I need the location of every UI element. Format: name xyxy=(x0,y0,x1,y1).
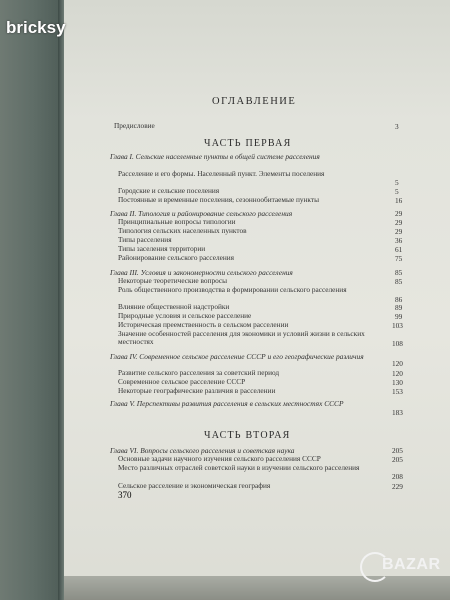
toc-entry-page: 205 xyxy=(392,446,403,455)
toc-entry-page: 29 xyxy=(395,218,403,227)
toc-entry-page: 183 xyxy=(392,408,403,417)
toc-entry-text: Городские и сельские поселения xyxy=(118,186,220,195)
toc-entry-text: Сельское расселение и экономическая география xyxy=(118,481,271,490)
chapter-2-title: Глава II. Типология и районирование сельского расселения xyxy=(110,209,293,218)
book-page xyxy=(64,0,450,600)
toc-entry-page: 99 xyxy=(395,312,403,321)
chapter-4-title: Глава IV. Современное сельское расселение СССР и его географические различия xyxy=(110,352,364,361)
toc-entry-page: 36 xyxy=(395,236,403,245)
toc-entry-page: 85 xyxy=(395,277,403,286)
toc-entry-text: Предисловие xyxy=(114,121,155,130)
toc-entry-text: Постоянные и временные поселения, сезоннообитаемые пункты xyxy=(118,195,319,204)
page-number: 370 xyxy=(118,490,132,500)
toc-entry-page: 120 xyxy=(392,369,403,378)
part-two-heading: ЧАСТЬ ВТОРАЯ xyxy=(204,430,291,441)
toc-entry-page: 89 xyxy=(395,303,403,312)
toc-entry-page: 16 xyxy=(395,196,403,205)
toc-entry-page: 103 xyxy=(392,321,403,330)
toc-entry-text: Влияние общественной надстройки xyxy=(118,302,230,311)
toc-entry-text: Некоторые теоретические вопросы xyxy=(118,276,228,285)
toc-entry-text: Расселение и его формы. Населенный пункт. Элементы поселения xyxy=(118,169,325,178)
toc-entry-page: 108 xyxy=(392,339,403,348)
logo-text: BAZAR xyxy=(382,556,441,573)
chapter-5-title: Глава V. Перспективы развития расселения в сельских местностях СССР xyxy=(110,399,344,408)
toc-entry-page: 61 xyxy=(395,245,403,254)
toc-entry-text: Типология сельских населенных пунктов xyxy=(118,226,247,235)
toc-entry-text: Типы расселения xyxy=(118,235,172,244)
toc-entry-text: Значение особенностей расселения для экономики и условий жизни в сельских местностях xyxy=(118,329,365,346)
chapter-3-title: Глава III. Условия и закономерности сельского расселения xyxy=(110,268,293,277)
toc-entry-page: 5 xyxy=(395,187,399,196)
toc-entry-text: Некоторые географические различия в расселении xyxy=(118,386,276,395)
toc-entry-page: 3 xyxy=(395,122,399,131)
toc-title: ОГЛАВЛЕНИЕ xyxy=(212,96,297,107)
toc-entry-text: Принципиальные вопросы типологии xyxy=(118,217,236,226)
toc-entry-page: 86 xyxy=(395,295,403,304)
toc-entry-page: 120 xyxy=(392,359,403,368)
chapter-1-title: Глава I. Сельские населенные пункты в общей системе расселения xyxy=(110,152,320,161)
toc-entry-text: Природные условия и сельское расселение xyxy=(118,311,252,320)
toc-entry-page: 29 xyxy=(395,209,403,218)
toc-entry-page: 75 xyxy=(395,254,403,263)
toc-entry-text: Районирование сельского расселения xyxy=(118,253,235,262)
toc-entry-page: 130 xyxy=(392,378,403,387)
toc-entry-page: 29 xyxy=(395,227,403,236)
chapter-6-title: Глава VI. Вопросы сельского расселения и советская наука xyxy=(110,446,295,455)
toc-entry-text: Место различных отраслей советской науки в изучении сельского расселения xyxy=(118,463,360,472)
part-one-heading: ЧАСТЬ ПЕРВАЯ xyxy=(204,138,292,149)
watermark-text: bricksy xyxy=(6,18,66,37)
book-cover xyxy=(0,0,62,600)
toc-entry-text: Современное сельское расселение СССР xyxy=(118,377,246,386)
toc-entry-page: 153 xyxy=(392,387,403,396)
toc-entry-page: 208 xyxy=(392,472,403,481)
toc-entry-text: Основные задачи научного изучения сельского расселения СССР xyxy=(118,454,321,463)
bazar-logo xyxy=(360,548,442,588)
toc-entry-text: Историческая преемственность в сельском расселении xyxy=(118,320,289,329)
toc-entry-page: 205 xyxy=(392,455,403,464)
toc-entry-page: 229 xyxy=(392,482,403,491)
toc-entry-text: Развитие сельского расселения за советский период xyxy=(118,368,280,377)
toc-entry-text: Роль общественного производства в формировании сельского расселения xyxy=(118,285,347,294)
toc-entry-page: 85 xyxy=(395,268,403,277)
toc-entry-page: 5 xyxy=(395,178,399,187)
toc-entry-text: Типы заселения территории xyxy=(118,244,206,253)
